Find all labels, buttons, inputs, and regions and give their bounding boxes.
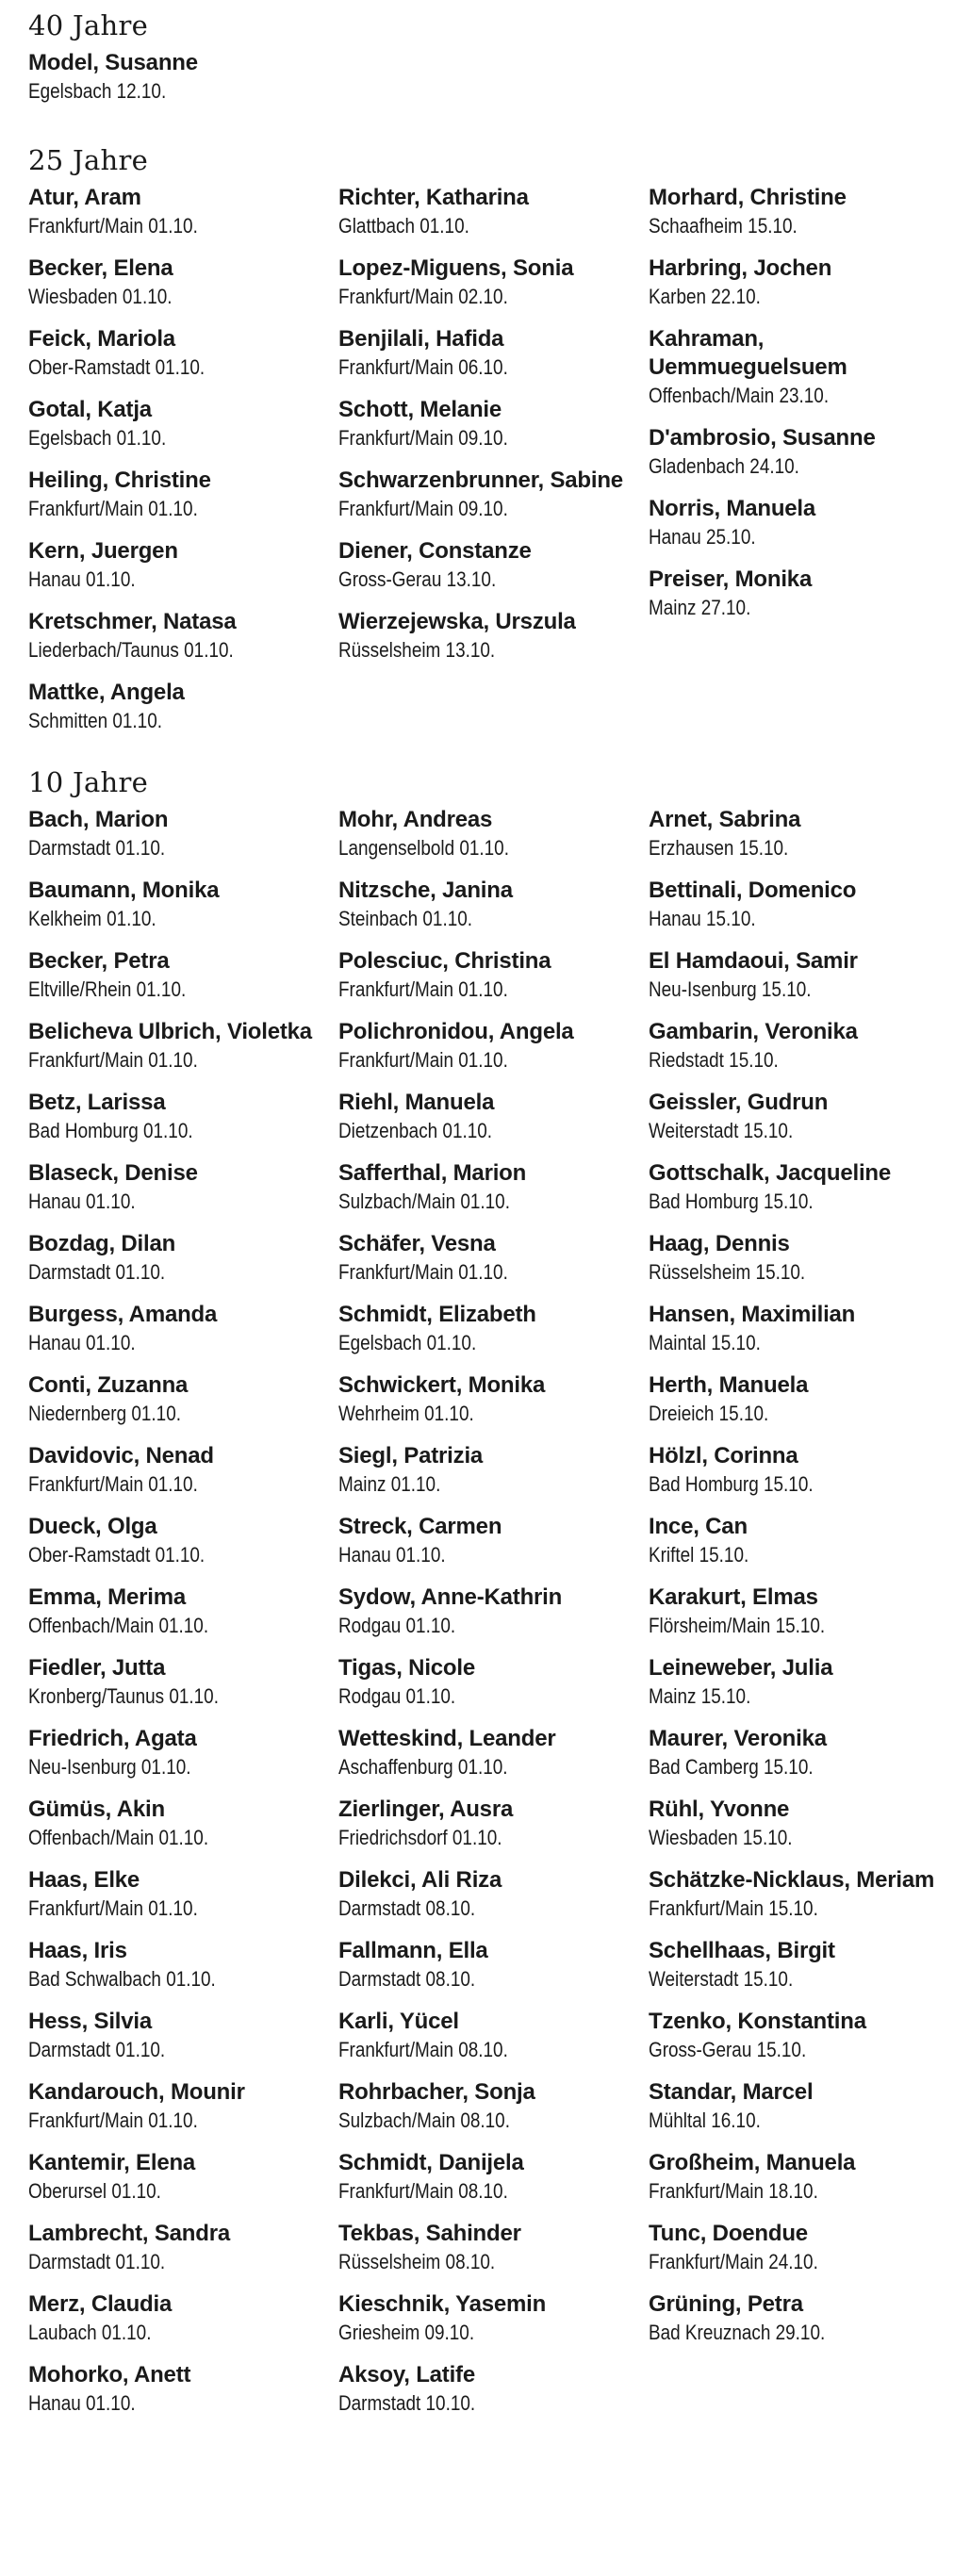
- person-name: Wierzejewska, Urszula: [338, 609, 576, 634]
- location-date: Darmstadt 10.10.: [338, 2391, 476, 2415]
- person-name: Ince, Can: [649, 1514, 748, 1539]
- person-name: Polichronidou, Angela: [338, 1019, 574, 1044]
- location-date: Gross-Gerau 13.10.: [338, 567, 497, 591]
- location-date: Frankfurt/Main 06.10.: [338, 355, 508, 379]
- person-name: Kandarouch, Mounir: [28, 2079, 245, 2105]
- person-name: Rühl, Yvonne: [649, 1797, 790, 1822]
- location-date: Offenbach/Main 01.10.: [28, 1614, 209, 1637]
- person-name: Maurer, Veronika: [649, 1726, 827, 1751]
- person-name: Kieschnik, Yasemin: [338, 2291, 547, 2317]
- person-name: Kahraman, Uemmueguelsuem: [649, 326, 847, 380]
- section-heading: 40 Jahre: [28, 9, 149, 41]
- location-date: Weiterstadt 15.10.: [649, 1967, 794, 1991]
- location-date: Darmstadt 01.10.: [28, 1260, 166, 1284]
- person-name: Siegl, Patrizia: [338, 1443, 484, 1468]
- location-date: Offenbach/Main 23.10.: [649, 384, 830, 407]
- location-date: Frankfurt/Main 09.10.: [338, 497, 508, 520]
- person-entry: [338, 254, 649, 310]
- person-name: Conti, Zuzanna: [28, 1372, 189, 1398]
- location-date: Frankfurt/Main 24.10.: [649, 2250, 818, 2273]
- location-date: Frankfurt/Main 08.10.: [338, 2179, 508, 2203]
- person-name: Mohorko, Anett: [28, 2362, 191, 2387]
- person-entry: [338, 1371, 649, 1427]
- location-date: Niedernberg 01.10.: [28, 1402, 181, 1425]
- person-name: Geissler, Gudrun: [649, 1090, 829, 1115]
- person-name: Richter, Katharina: [338, 185, 529, 210]
- location-date: Frankfurt/Main 01.10.: [28, 1048, 198, 1072]
- location-date: Ober-Ramstadt 01.10.: [28, 355, 206, 379]
- location-date: Frankfurt/Main 15.10.: [649, 1896, 818, 1920]
- person-entry: [649, 2149, 943, 2205]
- person-entry: [28, 1018, 338, 1074]
- person-name: Dueck, Olga: [28, 1514, 157, 1539]
- person-entry: [28, 608, 338, 664]
- person-name: Model, Susanne: [28, 50, 198, 75]
- person-entry: [649, 1725, 943, 1780]
- person-entry: [649, 1654, 943, 1710]
- location-date: Dietzenbach 01.10.: [338, 1119, 493, 1142]
- location-date: Erzhausen 15.10.: [649, 836, 789, 860]
- person-name: Sydow, Anne-Kathrin: [338, 1584, 563, 1610]
- location-date: Frankfurt/Main 01.10.: [338, 1048, 508, 1072]
- location-date: Kronberg/Taunus 01.10.: [28, 1684, 219, 1708]
- person-name: Mohr, Andreas: [338, 807, 493, 832]
- location-date: Bad Kreuznach 29.10.: [649, 2321, 826, 2344]
- person-name: Dilekci, Ali Riza: [338, 1867, 502, 1893]
- person-name: Merz, Claudia: [28, 2291, 173, 2317]
- person-entry: [338, 1513, 649, 1568]
- person-entry: [649, 495, 943, 550]
- person-name: Bozdag, Dilan: [28, 1231, 176, 1256]
- person-name: Mattke, Angela: [28, 680, 185, 705]
- person-entry: [649, 1371, 943, 1427]
- person-name: Blaseck, Denise: [28, 1160, 198, 1186]
- location-date: Rüsselsheim 15.10.: [649, 1260, 806, 1284]
- location-date: Hanau 01.10.: [28, 1190, 136, 1213]
- location-date: Kelkheim 01.10.: [28, 907, 156, 930]
- person-name: Kretschmer, Natasa: [28, 609, 237, 634]
- person-name: Benjilali, Hafida: [338, 326, 504, 352]
- person-name: Burgess, Amanda: [28, 1302, 218, 1327]
- person-name: Schwarzenbrunner, Sabine: [338, 468, 623, 493]
- person-entry: [338, 325, 649, 381]
- person-entry: [338, 1301, 649, 1356]
- person-entry: [338, 1583, 649, 1639]
- person-entry: [649, 184, 943, 239]
- location-date: Mainz 27.10.: [649, 596, 751, 619]
- entry-column: [649, 806, 943, 2361]
- person-name: Großheim, Manuela: [649, 2150, 856, 2175]
- person-entry: [28, 49, 338, 105]
- location-date: Liederbach/Taunus 01.10.: [28, 638, 234, 662]
- location-date: Rüsselsheim 13.10.: [338, 638, 496, 662]
- person-name: Becker, Petra: [28, 948, 170, 974]
- entry-columns: [28, 806, 943, 2432]
- location-date: Wiesbaden 01.10.: [28, 285, 173, 308]
- person-entry: [338, 1159, 649, 1215]
- person-entry: [649, 1089, 943, 1144]
- person-entry: [28, 1937, 338, 1993]
- person-entry: [649, 2078, 943, 2134]
- location-date: Frankfurt/Main 01.10.: [28, 497, 198, 520]
- person-entry: [338, 467, 649, 522]
- location-date: Karben 22.10.: [649, 285, 761, 308]
- person-entry: [338, 947, 649, 1003]
- person-name: Haas, Elke: [28, 1867, 140, 1893]
- person-entry: [28, 1371, 338, 1427]
- person-entry: [338, 2078, 649, 2134]
- location-date: Darmstadt 01.10.: [28, 2038, 166, 2061]
- location-date: Frankfurt/Main 01.10.: [28, 1896, 198, 1920]
- person-name: Riehl, Manuela: [338, 1090, 495, 1115]
- person-entry: [338, 396, 649, 451]
- entry-column: [338, 806, 649, 2432]
- person-name: Safferthal, Marion: [338, 1160, 527, 1186]
- location-date: Dreieich 15.10.: [649, 1402, 769, 1425]
- location-date: Wehrheim 01.10.: [338, 1402, 474, 1425]
- person-entry: [649, 254, 943, 310]
- person-name: Belicheva Ulbrich, Violetka: [28, 1019, 312, 1044]
- location-date: Maintal 15.10.: [649, 1331, 761, 1354]
- entry-column: [28, 49, 338, 120]
- person-entry: [338, 1796, 649, 1851]
- person-entry: [28, 184, 338, 239]
- section-heading: 10 Jahre: [28, 766, 149, 798]
- location-date: Mainz 01.10.: [338, 1472, 441, 1496]
- person-name: Zierlinger, Ausra: [338, 1797, 514, 1822]
- person-entry: [28, 1725, 338, 1780]
- person-entry: [338, 2008, 649, 2063]
- person-name: Fallmann, Ella: [338, 1938, 488, 1963]
- person-name: Schott, Melanie: [338, 397, 502, 422]
- anniversary-section: [28, 8, 943, 120]
- location-date: Frankfurt/Main 01.10.: [338, 977, 508, 1001]
- location-date: Frankfurt/Main 01.10.: [28, 2108, 198, 2132]
- person-name: D'ambrosio, Susanne: [649, 425, 876, 451]
- location-date: Frankfurt/Main 01.10.: [28, 1472, 198, 1496]
- location-date: Eltville/Rhein 01.10.: [28, 977, 187, 1001]
- location-date: Mainz 15.10.: [649, 1684, 751, 1708]
- person-name: Haas, Iris: [28, 1938, 127, 1963]
- entry-column: [28, 806, 338, 2432]
- location-date: Frankfurt/Main 09.10.: [338, 426, 508, 450]
- person-entry: [28, 2078, 338, 2134]
- person-name: Becker, Elena: [28, 255, 173, 281]
- location-date: Rodgau 01.10.: [338, 1684, 456, 1708]
- person-name: Davidovic, Nenad: [28, 1443, 214, 1468]
- person-name: Leineweber, Julia: [649, 1655, 833, 1681]
- person-entry: [649, 1513, 943, 1568]
- person-name: Bettinali, Domenico: [649, 878, 857, 903]
- entry-column: [649, 184, 943, 636]
- person-entry: [649, 1018, 943, 1074]
- person-name: Lopez-Miguens, Sonia: [338, 255, 574, 281]
- person-name: Streck, Carmen: [338, 1514, 502, 1539]
- location-date: Gross-Gerau 15.10.: [649, 2038, 807, 2061]
- person-name: Kantemir, Elena: [28, 2150, 196, 2175]
- location-date: Schmitten 01.10.: [28, 709, 162, 732]
- location-date: Frankfurt/Main 01.10.: [28, 214, 198, 238]
- location-date: Hanau 01.10.: [28, 567, 136, 591]
- person-entry: [28, 1089, 338, 1144]
- location-date: Rodgau 01.10.: [338, 1614, 456, 1637]
- person-name: Standar, Marcel: [649, 2079, 814, 2105]
- person-entry: [28, 467, 338, 522]
- person-entry: [28, 1230, 338, 1286]
- location-date: Steinbach 01.10.: [338, 907, 473, 930]
- person-entry: [338, 2361, 649, 2417]
- location-date: Darmstadt 01.10.: [28, 2250, 166, 2273]
- person-entry: [338, 1725, 649, 1780]
- person-entry: [649, 2290, 943, 2346]
- person-name: Fiedler, Jutta: [28, 1655, 166, 1681]
- person-entry: [649, 566, 943, 621]
- person-entry: [649, 1230, 943, 1286]
- location-date: Darmstadt 08.10.: [338, 1896, 476, 1920]
- location-date: Bad Homburg 15.10.: [649, 1190, 814, 1213]
- location-date: Sulzbach/Main 01.10.: [338, 1190, 510, 1213]
- person-name: Atur, Aram: [28, 185, 141, 210]
- location-date: Bad Homburg 01.10.: [28, 1119, 193, 1142]
- person-entry: [338, 184, 649, 239]
- location-date: Darmstadt 08.10.: [338, 1967, 476, 1991]
- person-name: Polesciuc, Christina: [338, 948, 551, 974]
- person-entry: [28, 1513, 338, 1568]
- person-name: Rohrbacher, Sonja: [338, 2079, 535, 2105]
- location-date: Hanau 25.10.: [649, 525, 756, 549]
- person-entry: [28, 947, 338, 1003]
- person-name: Morhard, Christine: [649, 185, 847, 210]
- person-entry: [338, 806, 649, 861]
- person-entry: [649, 1159, 943, 1215]
- location-date: Oberursel 01.10.: [28, 2179, 161, 2203]
- person-name: Emma, Merima: [28, 1584, 187, 1610]
- location-date: Neu-Isenburg 15.10.: [649, 977, 812, 1001]
- location-date: Frankfurt/Main 08.10.: [338, 2038, 508, 2061]
- location-date: Riedstadt 15.10.: [649, 1048, 779, 1072]
- location-date: Hanau 01.10.: [338, 1543, 446, 1567]
- location-date: Darmstadt 01.10.: [28, 836, 166, 860]
- person-name: Karakurt, Elmas: [649, 1584, 818, 1610]
- person-entry: [649, 2220, 943, 2275]
- person-entry: [338, 2149, 649, 2205]
- person-entry: [649, 877, 943, 932]
- person-entry: [28, 1654, 338, 1710]
- person-name: Betz, Larissa: [28, 1090, 166, 1115]
- person-entry: [28, 2361, 338, 2417]
- person-name: Gottschalk, Jacqueline: [649, 1160, 892, 1186]
- location-date: Langenselbold 01.10.: [338, 836, 509, 860]
- location-date: Ober-Ramstadt 01.10.: [28, 1543, 206, 1567]
- anniversary-list-page: [28, 8, 943, 2432]
- location-date: Bad Camberg 15.10.: [649, 1755, 814, 1779]
- person-name: Nitzsche, Janina: [338, 878, 513, 903]
- entry-column: [28, 184, 338, 749]
- person-entry: [338, 2220, 649, 2275]
- person-entry: [28, 325, 338, 381]
- person-name: Schätzke-Nicklaus, Meriam: [649, 1867, 935, 1893]
- person-entry: [338, 1018, 649, 1074]
- person-entry: [649, 2008, 943, 2063]
- person-entry: [28, 877, 338, 932]
- person-name: Hölzl, Corinna: [649, 1443, 798, 1468]
- person-entry: [649, 1301, 943, 1356]
- location-date: Kriftel 15.10.: [649, 1543, 749, 1567]
- person-name: Tigas, Nicole: [338, 1655, 476, 1681]
- person-name: Wetteskind, Leander: [338, 1726, 556, 1751]
- location-date: Egelsbach 12.10.: [28, 79, 167, 103]
- person-name: Heiling, Christine: [28, 468, 211, 493]
- person-entry: [338, 537, 649, 593]
- person-name: Tzenko, Konstantina: [649, 2009, 866, 2034]
- person-entry: [28, 2220, 338, 2275]
- person-name: Karli, Yücel: [338, 2009, 459, 2034]
- person-name: Gümüs, Akin: [28, 1797, 165, 1822]
- person-name: Friedrich, Agata: [28, 1726, 197, 1751]
- location-date: Friedrichsdorf 01.10.: [338, 1826, 502, 1849]
- person-name: Schwickert, Monika: [338, 1372, 546, 1398]
- location-date: Aschaffenburg 01.10.: [338, 1755, 508, 1779]
- person-entry: [28, 1301, 338, 1356]
- person-entry: [338, 1442, 649, 1498]
- section-heading: 25 Jahre: [28, 144, 149, 176]
- person-name: Hansen, Maximilian: [649, 1302, 856, 1327]
- person-entry: [649, 1442, 943, 1498]
- location-date: Hanau 15.10.: [649, 907, 756, 930]
- person-name: Aksoy, Latife: [338, 2362, 475, 2387]
- person-name: El Hamdaoui, Samir: [649, 948, 858, 974]
- person-name: Haag, Dennis: [649, 1231, 790, 1256]
- location-date: Schaafheim 15.10.: [649, 214, 798, 238]
- person-entry: [649, 325, 943, 409]
- person-name: Gotal, Katja: [28, 397, 152, 422]
- location-date: Gladenbach 24.10.: [649, 454, 799, 478]
- person-name: Lambrecht, Sandra: [28, 2221, 230, 2246]
- person-name: Preiser, Monika: [649, 566, 813, 592]
- location-date: Egelsbach 01.10.: [28, 426, 167, 450]
- location-date: Laubach 01.10.: [28, 2321, 152, 2344]
- location-date: Offenbach/Main 01.10.: [28, 1826, 209, 1849]
- person-entry: [338, 608, 649, 664]
- person-entry: [28, 2290, 338, 2346]
- location-date: Rüsselsheim 08.10.: [338, 2250, 496, 2273]
- person-entry: [338, 2290, 649, 2346]
- person-entry: [28, 679, 338, 734]
- person-entry: [28, 2149, 338, 2205]
- person-entry: [649, 806, 943, 861]
- location-date: Griesheim 09.10.: [338, 2321, 475, 2344]
- person-name: Grüning, Petra: [649, 2291, 803, 2317]
- entry-columns: [28, 49, 943, 120]
- person-name: Kern, Juergen: [28, 538, 178, 564]
- person-entry: [338, 1866, 649, 1922]
- person-entry: [649, 1866, 943, 1922]
- person-name: Bach, Marion: [28, 807, 169, 832]
- person-entry: [338, 1937, 649, 1993]
- person-entry: [338, 1089, 649, 1144]
- person-name: Gambarin, Veronika: [649, 1019, 858, 1044]
- anniversary-section: [28, 142, 943, 749]
- person-name: Schäfer, Vesna: [338, 1231, 496, 1256]
- person-entry: [28, 1866, 338, 1922]
- person-name: Schellhaas, Birgit: [649, 1938, 835, 1963]
- anniversary-section: [28, 764, 943, 2432]
- person-entry: [28, 806, 338, 861]
- person-entry: [28, 254, 338, 310]
- person-name: Arnet, Sabrina: [649, 807, 801, 832]
- person-entry: [28, 1159, 338, 1215]
- sections-container: [28, 8, 943, 2432]
- location-date: Mühltal 16.10.: [649, 2108, 761, 2132]
- person-entry: [649, 1937, 943, 1993]
- location-date: Neu-Isenburg 01.10.: [28, 1755, 191, 1779]
- location-date: Frankfurt/Main 01.10.: [338, 1260, 508, 1284]
- person-entry: [338, 877, 649, 932]
- person-name: Tunc, Doendue: [649, 2221, 808, 2246]
- person-entry: [338, 1230, 649, 1286]
- person-name: Tekbas, Sahinder: [338, 2221, 521, 2246]
- entry-columns: [28, 184, 943, 749]
- location-date: Weiterstadt 15.10.: [649, 1119, 794, 1142]
- location-date: Frankfurt/Main 18.10.: [649, 2179, 818, 2203]
- person-entry: [28, 2008, 338, 2063]
- person-name: Feick, Mariola: [28, 326, 175, 352]
- location-date: Frankfurt/Main 02.10.: [338, 285, 508, 308]
- location-date: Bad Homburg 15.10.: [649, 1472, 814, 1496]
- location-date: Hanau 01.10.: [28, 2391, 136, 2415]
- person-entry: [649, 424, 943, 480]
- location-date: Sulzbach/Main 08.10.: [338, 2108, 510, 2132]
- person-entry: [28, 396, 338, 451]
- person-entry: [28, 1796, 338, 1851]
- location-date: Flörsheim/Main 15.10.: [649, 1614, 826, 1637]
- person-name: Harbring, Jochen: [649, 255, 832, 281]
- person-entry: [338, 1654, 649, 1710]
- person-name: Baumann, Monika: [28, 878, 220, 903]
- location-date: Glattbach 01.10.: [338, 214, 469, 238]
- person-name: Schmidt, Elizabeth: [338, 1302, 536, 1327]
- person-entry: [649, 1796, 943, 1851]
- person-name: Norris, Manuela: [649, 496, 816, 521]
- person-name: Hess, Silvia: [28, 2009, 153, 2034]
- entry-column: [338, 184, 649, 679]
- person-entry: [649, 947, 943, 1003]
- person-name: Diener, Constanze: [338, 538, 532, 564]
- person-entry: [28, 537, 338, 593]
- location-date: Bad Schwalbach 01.10.: [28, 1967, 216, 1991]
- person-name: Schmidt, Danijela: [338, 2150, 524, 2175]
- person-entry: [28, 1583, 338, 1639]
- person-entry: [649, 1583, 943, 1639]
- location-date: Wiesbaden 15.10.: [649, 1826, 793, 1849]
- location-date: Hanau 01.10.: [28, 1331, 136, 1354]
- person-name: Herth, Manuela: [649, 1372, 809, 1398]
- person-entry: [28, 1442, 338, 1498]
- location-date: Egelsbach 01.10.: [338, 1331, 477, 1354]
